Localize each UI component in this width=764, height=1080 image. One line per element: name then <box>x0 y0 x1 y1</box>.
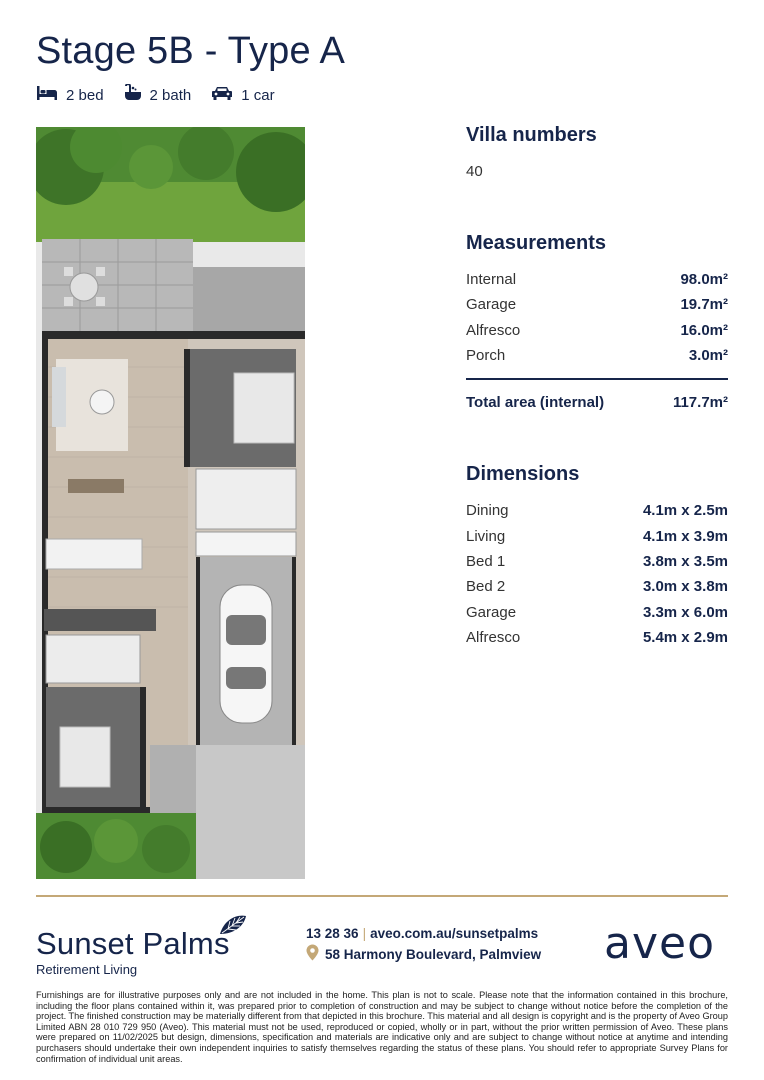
bed-icon <box>36 85 66 105</box>
website-link[interactable]: aveo.com.au/sunsetpalms <box>370 926 539 941</box>
dimension-row <box>466 574 728 599</box>
total-area-row <box>466 394 728 411</box>
measurement-label: Garage <box>466 296 517 314</box>
measurement-row <box>466 318 728 343</box>
measurement-row <box>466 267 728 292</box>
dimension-label: Living <box>466 527 506 545</box>
measurement-value: 3.0m² <box>688 347 728 365</box>
measurement-label: Porch <box>466 347 506 365</box>
feature-list <box>36 84 295 106</box>
disclaimer-text: Furnishings are for illustrative purposes only and are not included in the home. This plan is not to scale. Please note that the information contained in this brochure, including the floor plans contained within it, was prepared prior to completion of construction and may be subject to change without notice before the completion of the project. The finished construction may be materially different from that depicted in this brochure. This material and all design is copyright and is the property of Aveo Group Limited ABN 28 010 729 950 (Aveo). This material must not be used, reproduced or copied, wholly or in part, without the prior written permission of Aveo. These plans were prepared on 11/02/2025 but design, dimensions, specification and materials are indicative only and are subject to change without notice at anytime and intending purchasers should undertake their own independent inquiries to satisfy themselves regarding the status of these plans. You should refer to appropriate Survey Plans for confirmation of individual unit areas. <box>36 990 728 1064</box>
dimension-value: 3.8m x 3.5m <box>642 552 728 570</box>
dimension-value: 4.1m x 2.5m <box>642 502 728 520</box>
total-area-value: 117.7m² <box>672 394 728 412</box>
brand-name: Sunset Palms <box>36 926 230 961</box>
measurements-table <box>466 267 728 368</box>
dimension-label: Bed 2 <box>466 578 506 596</box>
contact-separator: | <box>362 926 367 941</box>
divider <box>466 378 728 380</box>
feature-bed-label: 2 bed <box>66 86 104 104</box>
measurement-row <box>466 343 728 368</box>
dimension-row <box>466 625 728 650</box>
address-text: 58 Harmony Boulevard, Palmview <box>325 946 542 962</box>
feature-bath <box>124 84 192 106</box>
dimension-row <box>466 549 728 574</box>
dimension-label: Bed 1 <box>466 552 506 570</box>
dimension-row <box>466 523 728 548</box>
feature-car-label: 1 car <box>241 86 275 104</box>
dimension-value: 3.3m x 6.0m <box>642 603 728 621</box>
footer-divider <box>36 895 728 897</box>
dimensions-table <box>466 498 728 650</box>
dimension-value: 5.4m x 2.9m <box>642 628 728 646</box>
aveo-logo: aveo <box>604 918 715 969</box>
dimension-row <box>466 498 728 523</box>
measurement-value: 16.0m² <box>680 321 728 339</box>
villa-numbers-value: 40 <box>466 163 483 180</box>
floor-plan-image <box>36 127 305 879</box>
feature-bed <box>36 85 104 105</box>
car-icon <box>211 85 241 105</box>
dimension-label: Dining <box>466 502 509 520</box>
total-area-label: Total area (internal) <box>466 394 605 412</box>
measurement-label: Alfresco <box>466 321 521 339</box>
measurement-value: 98.0m² <box>680 271 728 289</box>
dimension-row <box>466 599 728 624</box>
dimension-label: Garage <box>466 603 517 621</box>
villa-numbers-heading: Villa numbers <box>466 124 597 146</box>
feature-bath-label: 2 bath <box>149 86 192 104</box>
measurement-label: Internal <box>466 271 517 289</box>
measurements-heading: Measurements <box>466 232 607 254</box>
contact-line <box>306 926 538 941</box>
dimensions-heading: Dimensions <box>466 463 580 486</box>
address-line <box>306 944 541 964</box>
brand-subtitle: Retirement Living <box>36 962 138 977</box>
page-title: Stage 5B - Type A <box>36 30 346 72</box>
dimension-value: 3.0m x 3.8m <box>642 578 728 596</box>
location-pin-icon <box>306 944 325 964</box>
feature-car <box>211 85 274 105</box>
measurement-value: 19.7m² <box>680 296 728 314</box>
dimension-value: 4.1m x 3.9m <box>642 527 728 545</box>
info-panel <box>466 124 728 650</box>
measurement-row <box>466 292 728 317</box>
phone-number[interactable]: 13 28 36 <box>306 926 359 941</box>
dimension-label: Alfresco <box>466 628 521 646</box>
bath-icon <box>124 84 150 106</box>
